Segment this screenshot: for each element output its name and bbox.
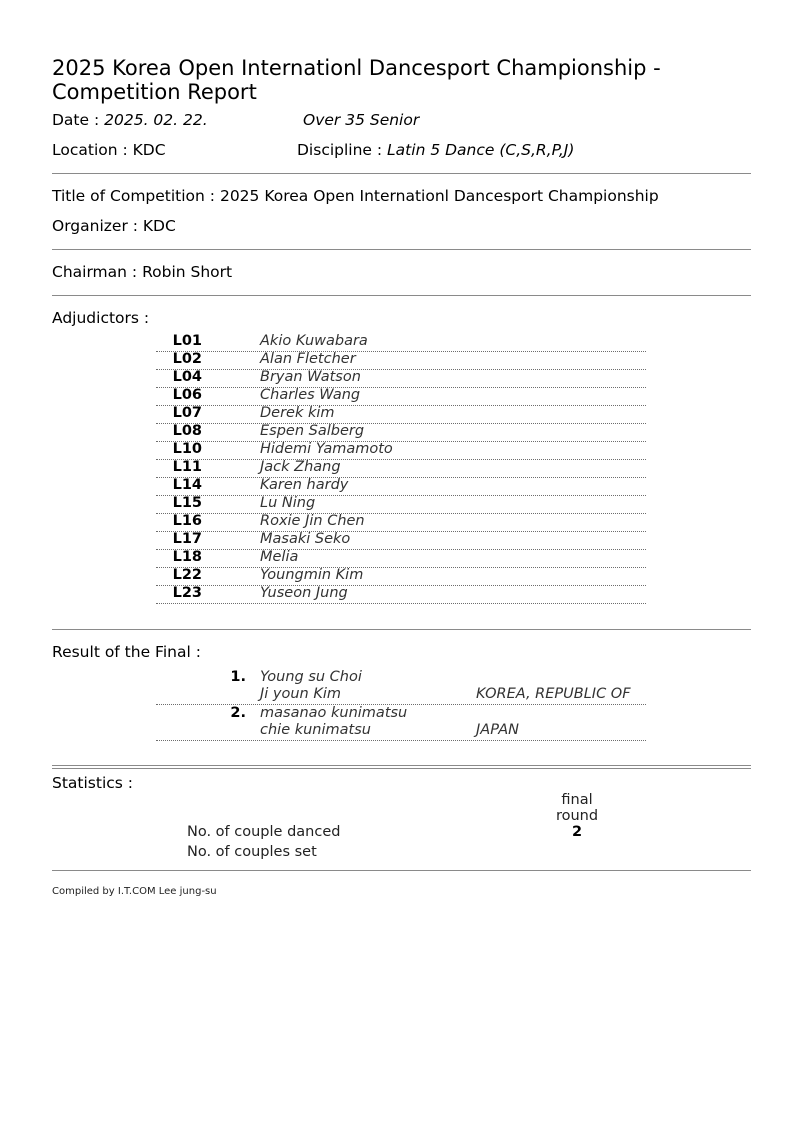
result-country: KOREA, REPUBLIC OF [476, 686, 631, 702]
adjudicator-row [156, 387, 646, 406]
adjudicator-code: L07 [172, 405, 202, 421]
adjudicator-name: Derek kim [260, 405, 335, 421]
adjudicator-name: Espen Salberg [260, 423, 365, 439]
result-leader: Young su Choi [260, 669, 362, 685]
adjudicator-row [156, 333, 646, 352]
discipline-label: Discipline : [297, 141, 388, 159]
adjudicator-name: Melia [260, 549, 299, 565]
adjudicator-code: L22 [172, 567, 202, 583]
statistics-column-line2: round [555, 808, 599, 824]
divider [52, 629, 751, 630]
divider [52, 870, 751, 871]
result-row [156, 705, 646, 741]
result-leader: masanao kunimatsu [260, 705, 408, 721]
adjudicator-row [156, 351, 646, 370]
organizer-label: Organizer : [52, 217, 143, 235]
discipline-line [297, 141, 574, 159]
adjudicator-code: L02 [172, 351, 202, 367]
statistics-row1-value: 2 [571, 824, 583, 840]
double-divider [52, 765, 751, 769]
competition-title-value: 2025 Korea Open Internationl Dancesport Championship [219, 187, 659, 205]
adjudicator-row [156, 423, 646, 442]
category: Over 35 Senior [303, 111, 420, 129]
adjudicator-name: Karen hardy [260, 477, 349, 493]
adjudicator-row [156, 549, 646, 568]
statistics-column-line1: final [561, 792, 593, 808]
adjudicator-code: L17 [172, 531, 202, 547]
adjudicator-code: L18 [172, 549, 202, 565]
adjudicator-row [156, 405, 646, 424]
date-value: 2025. 02. 22. [104, 111, 208, 129]
organizer-value: KDC [142, 217, 176, 235]
competition-title-label: Title of Competition : [52, 187, 220, 205]
adjudicator-name: Charles Wang [260, 387, 361, 403]
adjudicator-code: L16 [172, 513, 202, 529]
location-line [52, 141, 166, 159]
adjudicator-name: Akio Kuwabara [260, 333, 368, 349]
adjudicator-row [156, 585, 646, 604]
adjudicator-name: Roxie Jin Chen [260, 513, 365, 529]
date-line [52, 111, 208, 129]
statistics-heading: Statistics : [52, 774, 134, 792]
result-partner: chie kunimatsu [260, 722, 371, 738]
compiled-by-footer: Compiled by I.T.COM Lee jung-su [52, 886, 217, 897]
chairman-value: Robin Short [142, 263, 233, 281]
adjudicators-heading: Adjudictors : [52, 309, 150, 327]
adjudicator-row [156, 369, 646, 388]
adjudicator-name: Yuseon Jung [260, 585, 348, 601]
chairman-line [52, 263, 232, 281]
final-heading: Result of the Final : [52, 643, 201, 661]
result-place: 1. [230, 669, 246, 685]
adjudicator-code: L15 [172, 495, 202, 511]
adjudicator-code: L01 [172, 333, 202, 349]
adjudicator-row [156, 477, 646, 496]
adjudicator-code: L04 [172, 369, 202, 385]
adjudicator-name: Lu Ning [260, 495, 316, 511]
location-value: KDC [132, 141, 166, 159]
adjudicator-name: Hidemi Yamamoto [260, 441, 393, 457]
organizer-line [52, 217, 176, 235]
adjudicator-row [156, 459, 646, 478]
result-row [156, 669, 646, 705]
discipline-value: Latin 5 Dance (C,S,R,P,J) [387, 141, 575, 159]
chairman-label: Chairman : [52, 263, 143, 281]
adjudicator-name: Jack Zhang [260, 459, 341, 475]
adjudicator-row [156, 531, 646, 550]
date-label: Date : [52, 111, 105, 129]
adjudicator-code: L23 [172, 585, 202, 601]
adjudicator-code: L10 [172, 441, 202, 457]
statistics-row2-label: No. of couples set [187, 844, 317, 860]
result-place: 2. [230, 705, 246, 721]
result-partner: Ji youn Kim [260, 686, 342, 702]
result-country: JAPAN [476, 722, 519, 738]
adjudicator-code: L06 [172, 387, 202, 403]
divider [52, 295, 751, 296]
adjudicator-row [156, 495, 646, 514]
adjudicator-name: Alan Fletcher [260, 351, 356, 367]
adjudicator-name: Youngmin Kim [260, 567, 364, 583]
competition-title-line [52, 187, 659, 205]
divider [52, 249, 751, 250]
statistics-row1-label: No. of couple danced [187, 824, 341, 840]
adjudicator-name: Bryan Watson [260, 369, 361, 385]
location-label: Location : [52, 141, 133, 159]
statistics-column-header [547, 792, 607, 824]
adjudicator-row [156, 513, 646, 532]
divider [52, 173, 751, 174]
adjudicator-code: L11 [172, 459, 202, 475]
adjudicator-row [156, 441, 646, 460]
adjudicator-name: Masaki Seko [260, 531, 351, 547]
report-title: 2025 Korea Open Internationl Dancesport Championship - Competition Report [52, 56, 661, 104]
adjudicator-code: L14 [172, 477, 202, 493]
adjudicator-code: L08 [172, 423, 202, 439]
adjudicator-row [156, 567, 646, 586]
